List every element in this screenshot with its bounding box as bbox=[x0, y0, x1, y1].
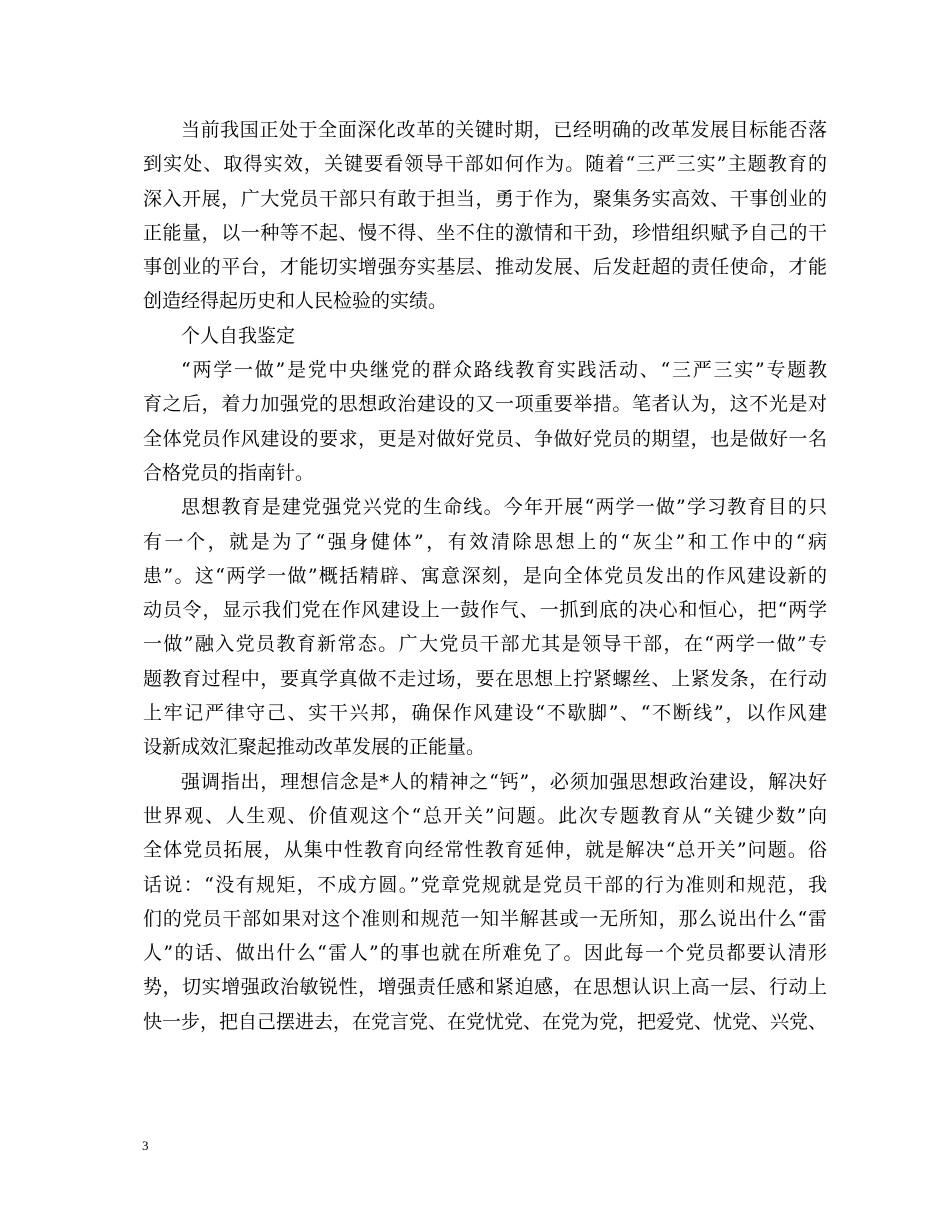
text-line: “两学一做”是党中央继党的群众路线教育实践活动、“三严三实”专题教 bbox=[181, 359, 827, 382]
paragraph-reform bbox=[143, 113, 827, 319]
text-line: 有一个，就是为了“强身健体”，有效清除思想上的“灰尘”和工作中的“病 bbox=[143, 530, 827, 553]
text-line: 当前我国正处于全面深化改革的关键时期，已经明确的改革发展目标能否落 bbox=[181, 119, 827, 141]
paragraph-two-studies bbox=[143, 353, 827, 490]
text-line: 全体党员作风建设的要求，更是对做好党员、争做好党员的期望，也是做好一名 bbox=[143, 427, 827, 450]
text-line: 设新成效汇聚起推动改革发展的正能量。 bbox=[143, 736, 486, 759]
text-line: 患”。这“两学一做”概括精辟、寓意深刻，是向全体党员发出的作风建设新的 bbox=[143, 564, 827, 587]
text-line: 事创业的平台，才能切实增强夯实基层、推动发展、后发赶超的责任使命，才能 bbox=[143, 256, 827, 279]
document-body bbox=[143, 113, 827, 1039]
text-line: 创造经得起历史和人民检验的实绩。 bbox=[143, 290, 448, 313]
text-line: 到实处、取得实效，关键要看领导干部如何作为。随着“三严三实”主题教育的 bbox=[143, 153, 827, 176]
text-line: 正能量，以一种等不起、慢不得、坐不住的激情和干劲，珍惜组织赋予自己的干 bbox=[143, 221, 827, 244]
text-line: 强调指出，理想信念是*人的精神之“钙”，必须加强思想政治建设，解决好 bbox=[181, 770, 827, 793]
text-line: 全体党员拓展，从集中性教育向经常性教育延伸，就是解决“总开关”问题。俗 bbox=[143, 839, 827, 862]
text-line: 一做”融入党员教育新常态。广大党员干部尤其是领导干部，在“两学一做”专 bbox=[143, 633, 827, 656]
paragraph-ideological-education bbox=[143, 490, 827, 764]
text-line: 合格党员的指南针。 bbox=[143, 461, 315, 484]
text-line: 快一步，把自己摆进去，在党言党、在党忧党、在党为党，把爱党、忧党、兴党、 bbox=[143, 1010, 828, 1033]
text-line: 话说：“没有规矩，不成方圆。”党章党规就是党员干部的行为准则和规范，我 bbox=[143, 873, 827, 896]
text-line: 育之后，着力加强党的思想政治建设的又一项重要举措。笔者认为，这不光是对 bbox=[143, 393, 827, 416]
section-heading bbox=[143, 319, 827, 353]
paragraph-ideals-beliefs bbox=[143, 765, 827, 1039]
text-line: 世界观、人生观、价值观这个“总开关”问题。此次专题教育从“关键少数”向 bbox=[143, 804, 827, 827]
text-line: 上牢记严律守己、实干兴邦，确保作风建设“不歇脚”、“不断线”，以作风建 bbox=[143, 702, 827, 725]
text-line: 深入开展，广大党员干部只有敢于担当，勇于作为，聚集务实高效、干事创业的 bbox=[143, 187, 827, 210]
text-line: 人”的话、做出什么“雷人”的事也就在所难免了。因此每一个党员都要认清形 bbox=[143, 942, 827, 965]
text-line: 们的党员干部如果对这个准则和规范一知半解甚或一无所知，那么说出什么“雷 bbox=[143, 907, 827, 930]
text-line: 势，切实增强政治敏锐性，增强责任感和紧迫感，在思想认识上高一层、行动上 bbox=[143, 976, 827, 999]
text-line: 思想教育是建党强党兴党的生命线。今年开展“两学一做”学习教育目的只 bbox=[181, 496, 827, 519]
heading-text: 个人自我鉴定 bbox=[181, 324, 296, 347]
text-line: 题教育过程中，要真学真做不走过场，要在思想上拧紧螺丝、上紧发条，在行动 bbox=[143, 667, 827, 690]
page-number: 3 bbox=[142, 1138, 149, 1153]
text-line: 动员令，显示我们党在作风建设上一鼓作气、一抓到底的决心和恒心，把“两学 bbox=[143, 599, 827, 622]
